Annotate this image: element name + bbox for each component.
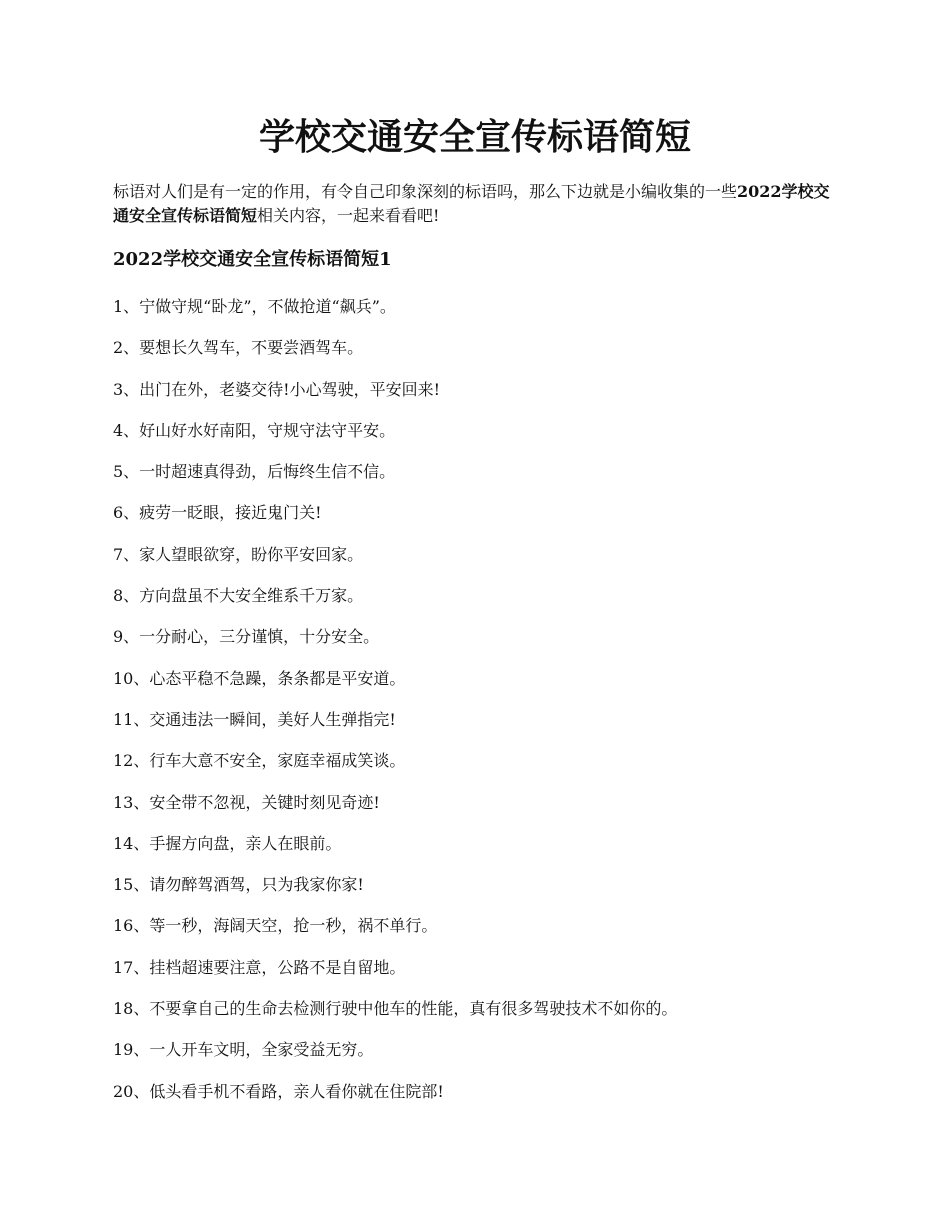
list-item: 13、安全带不忽视，关键时刻见奇迹!: [113, 792, 380, 812]
section-heading: 2022学校交通安全宣传标语简短1: [113, 249, 392, 270]
intro-paragraph: [113, 180, 843, 228]
list-item: 5、一时超速真得劲，后悔终生信不信。: [113, 462, 396, 482]
list-item: 1、宁做守规“卧龙”，不做抢道“飙兵”。: [113, 297, 396, 316]
document-title: 学校交通安全宣传标语简短: [258, 116, 691, 158]
slogan-list: [113, 294, 853, 1120]
list-item: 17、挂档超速要注意，公路不是自留地。: [113, 957, 406, 977]
list-item: 6、疲劳一眨眼，接近鬼门关!: [113, 503, 322, 523]
intro-text-start: 标语对人们是有一定的作用，有令自己印象深刻的标语吗，那么下边就是小编收集的一些: [113, 182, 738, 201]
list-item: 12、行车大意不安全，家庭幸福成笑谈。: [113, 751, 406, 771]
list-item: 16、等一秒，海阔天空，抢一秒，祸不单行。: [113, 916, 438, 936]
intro-bold-topic: 2022学校交通安全宣传标语简短: [113, 182, 830, 225]
list-item: 9、一分耐心，三分谨慎，十分安全。: [113, 627, 380, 647]
list-item: 8、方向盘虽不大安全维系千万家。: [113, 586, 364, 606]
list-item: 2、要想长久驾车，不要尝酒驾车。: [113, 338, 364, 358]
intro-text-end: 相关内容，一起来看看吧!: [257, 206, 440, 225]
list-item: 15、请勿醉驾酒驾，只为我家你家!: [113, 875, 364, 895]
list-item: 4、好山好水好南阳，守规守法守平安。: [113, 420, 396, 440]
list-item: 19、一人开车文明，全家受益无穷。: [113, 1040, 374, 1060]
list-item: 3、出门在外，老婆交待!小心驾驶，平安回来!: [113, 379, 441, 399]
list-item: 14、手握方向盘，亲人在眼前。: [113, 833, 342, 853]
list-item: 7、家人望眼欲穿，盼你平安回家。: [113, 544, 364, 564]
list-item: 10、心态平稳不急躁，条条都是平安道。: [113, 668, 406, 688]
list-item: 18、不要拿自己的生命去检测行驶中他车的性能，真有很多驾驶技术不如你的。: [113, 999, 678, 1019]
list-item: 11、交通违法一瞬间，美好人生弹指完!: [113, 709, 396, 729]
list-item: 20、低头看手机不看路，亲人看你就在住院部!: [113, 1081, 444, 1101]
